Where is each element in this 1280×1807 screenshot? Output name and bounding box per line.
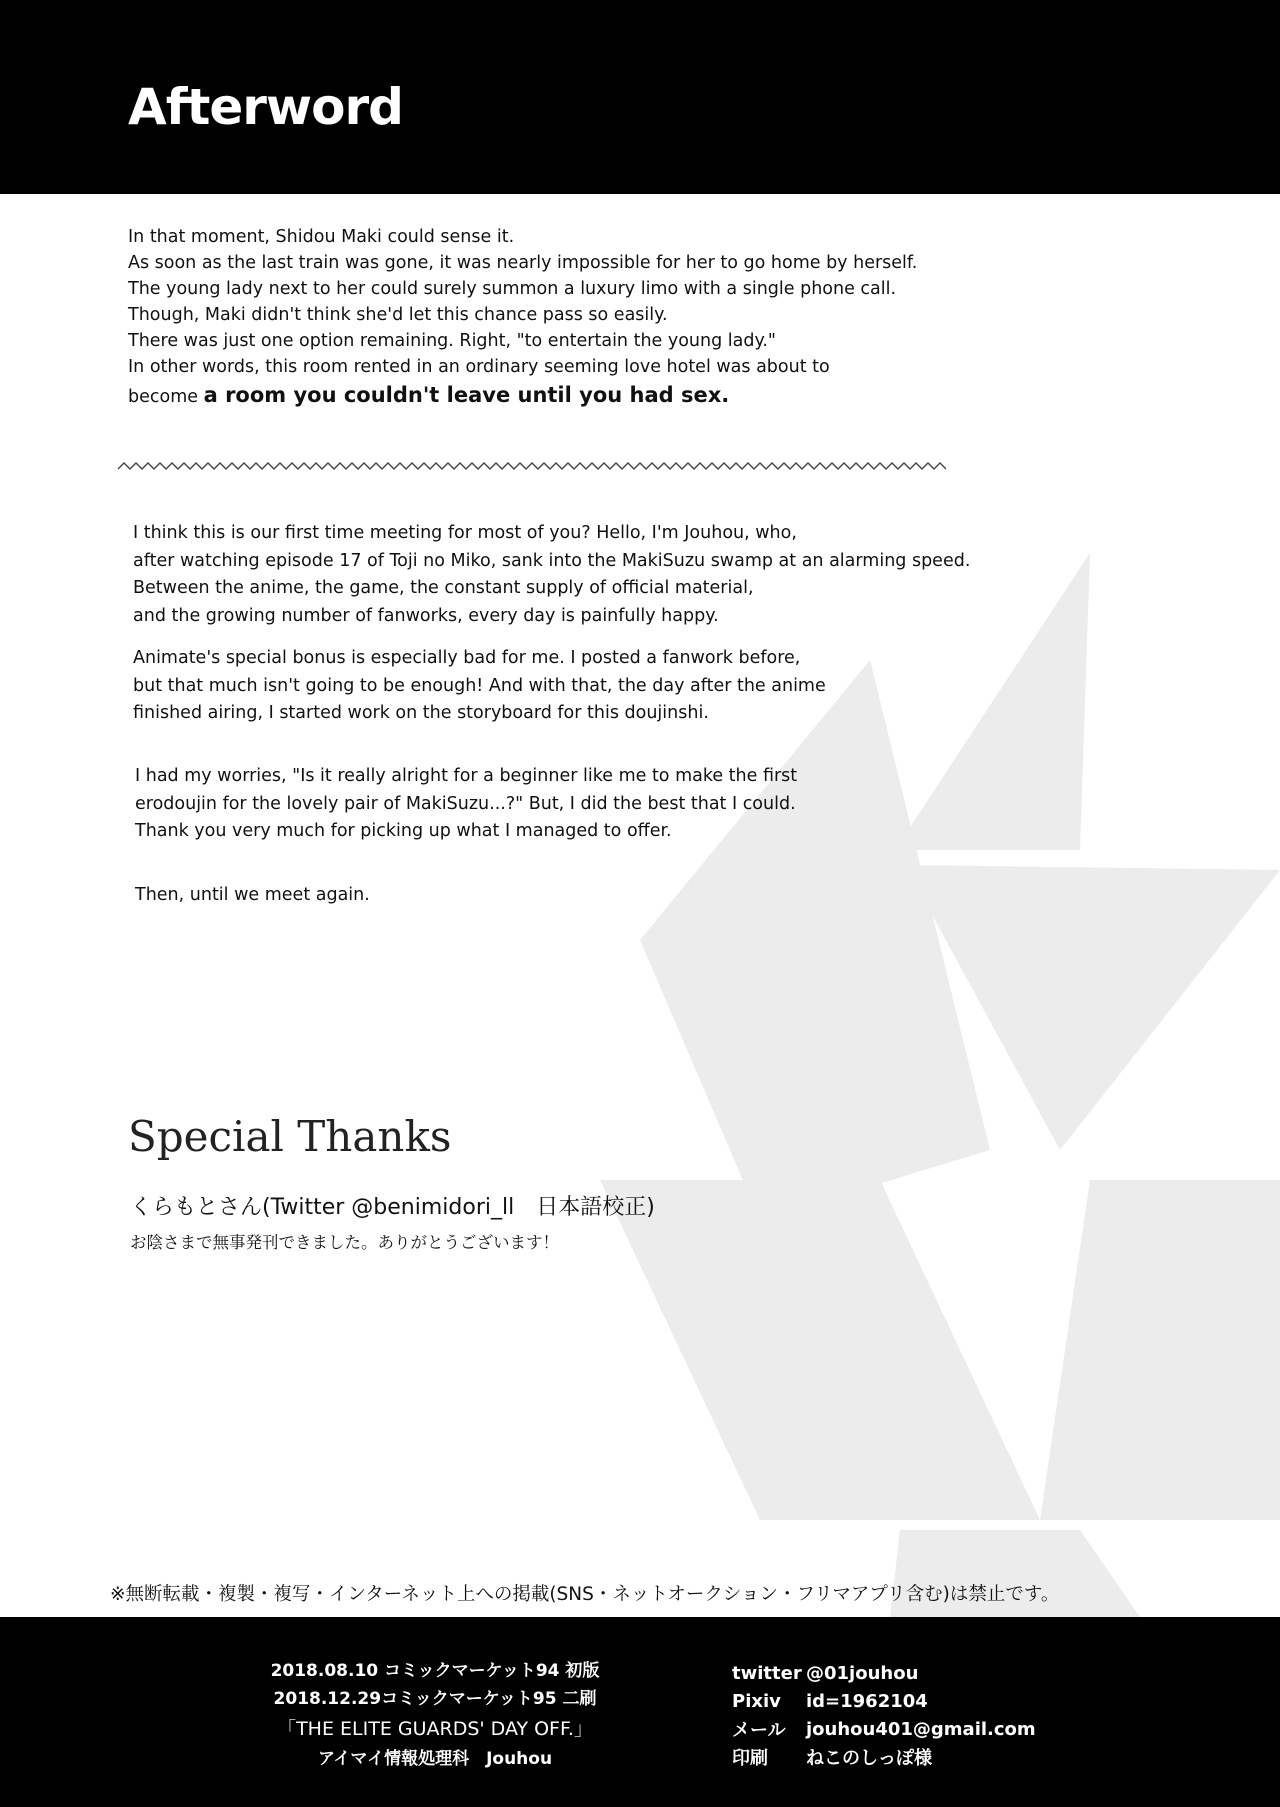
special-thanks-title: Special Thanks (128, 1112, 452, 1161)
copyright-notice: ※無断転載・複製・複写・インターネット上への掲載(SNS・ネットオークション・フリマアプリ含む)は禁止です。 (110, 1584, 1060, 1605)
paragraph-line: Between the anime, the game, the constant supply of official material, (133, 578, 754, 598)
wavy-divider (116, 459, 946, 475)
intro-last-line-start: become (128, 387, 204, 407)
publication-date-line: 2018.12.29コミックマーケット95 二刷 (273, 1689, 597, 1709)
contact-label: 印刷 (732, 1748, 768, 1769)
background-shape (1090, 553, 1280, 850)
intro-line: In that moment, Shidou Maki could sense it. (128, 227, 515, 247)
book-title: 「THE ELITE GUARDS' DAY OFF.」 (277, 1718, 593, 1740)
paragraph-1 (133, 520, 970, 630)
paragraph-line: finished airing, I started work on the storyboard for this doujinshi. (133, 703, 709, 723)
contact-value: @01jouhou (806, 1662, 919, 1684)
publication-info (250, 1657, 620, 1773)
paragraph-line: I think this is our first time meeting for most of you? Hello, I'm Jouhou, who, (133, 523, 797, 543)
contact-row (732, 1743, 1036, 1771)
paragraph-line: Animate's special bonus is especially bad for me. I posted a fanwork before, (133, 648, 801, 668)
contact-value: ねこのしっぽ様 (806, 1748, 932, 1769)
publication-date-line: 2018.08.10 コミックマーケット94 初版 (270, 1661, 600, 1681)
paragraph-line: after watching episode 17 of Toji no Miko, sank into the MakiSuzu swamp at an alarming speed. (133, 550, 971, 571)
background-shape (1040, 1180, 1280, 1520)
paragraph-line: and the growing number of fanworks, every day is painfully happy. (133, 605, 719, 626)
background-shape (600, 1180, 1040, 1520)
special-thanks-credit: くらもとさん(Twitter @benimidori_ll 日本語校正) (130, 1195, 655, 1220)
intro-section (128, 224, 917, 410)
contact-value: jouhou401@gmail.com (806, 1718, 1036, 1740)
intro-line: Though, Maki didn't think she'd let this chance pass so easily. (128, 305, 668, 325)
intro-emphasis: a room you couldn't leave until you had sex. (203, 383, 730, 407)
paragraph-2 (133, 645, 826, 728)
paragraph-line: Thank you very much for picking up what I managed to offer. (135, 821, 672, 841)
paragraph-line: erodoujin for the lovely pair of MakiSuzu...?" But, I did the best that I could. (135, 793, 796, 814)
contact-label: twitter (732, 1662, 802, 1684)
colophon-footer (0, 1617, 1280, 1807)
intro-line: As soon as the last train was gone, it was nearly impossible for her to go home by herself. (128, 253, 918, 273)
intro-line: The young lady next to her could surely summon a luxury limo with a single phone call. (128, 279, 897, 299)
background-shape (640, 660, 990, 1220)
intro-line: In other words, this room rented in an ordinary seeming love hotel was about to (128, 357, 830, 377)
special-thanks-message: お陰さまで無事発刊できました。ありがとうございます！ (130, 1233, 559, 1252)
paragraph-4 (135, 882, 370, 910)
contact-row (732, 1659, 1036, 1687)
contact-info (732, 1659, 1036, 1771)
paragraph-line: Then, until we meet again. (135, 885, 370, 905)
contact-row (732, 1687, 1036, 1715)
paragraph-line: I had my worries, "Is it really alright for a beginner like me to make the first (135, 766, 798, 786)
contact-value: id=1962104 (806, 1690, 928, 1712)
contact-label: Pixiv (732, 1690, 781, 1712)
intro-line: There was just one option remaining. Right, "to entertain the young lady." (128, 331, 776, 351)
page-title: Afterword (128, 78, 403, 136)
paragraph-line: but that much isn't going to be enough! And with that, the day after the anime (133, 675, 826, 696)
intro-last-line (128, 382, 917, 410)
contact-row (732, 1715, 1036, 1743)
contact-label: メール (732, 1720, 786, 1741)
circle-name: アイマイ情報処理科 Jouhou (317, 1749, 553, 1769)
header-bar (0, 0, 1280, 194)
paragraph-3 (135, 763, 797, 846)
